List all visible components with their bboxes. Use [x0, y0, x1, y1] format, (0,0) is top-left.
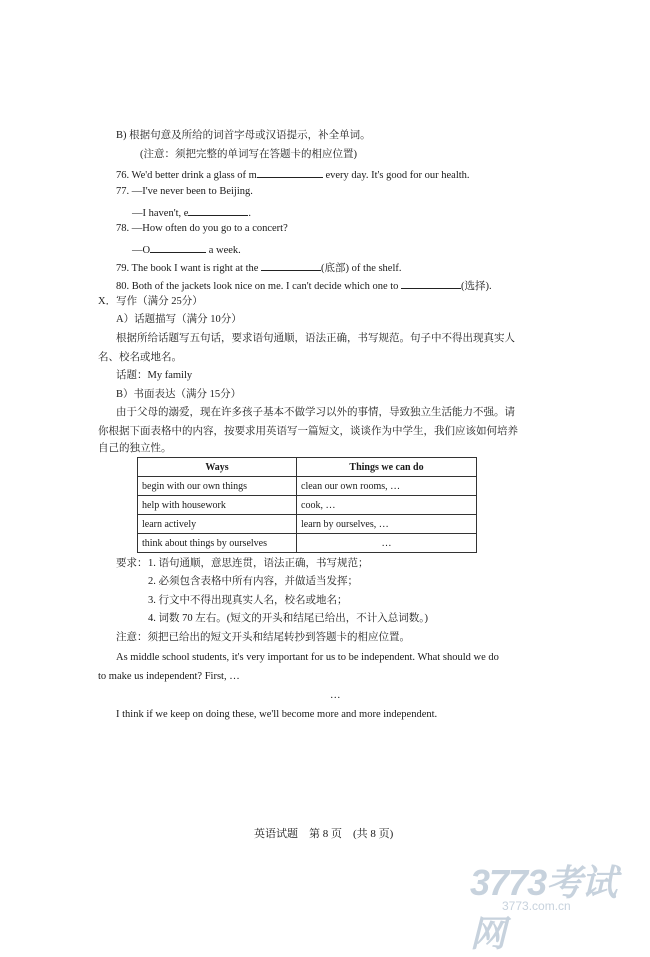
- writing-part-b: B）书面表达（满分 15分）: [116, 389, 242, 400]
- q79-post: (底部) of the shelf.: [321, 263, 402, 274]
- question-79: [116, 259, 402, 276]
- q78-pre: —O: [132, 245, 151, 256]
- q77-pre: —I haven't, e: [132, 208, 189, 219]
- requirement-item: 2. 必须包含表格中所有内容，并做适当发挥；: [148, 576, 358, 587]
- q78-blank[interactable]: [150, 241, 206, 253]
- q76-pre: 76. We'd better drink a glass of m: [116, 170, 257, 181]
- q79-pre: 79. The book I want is right at the: [116, 263, 262, 274]
- requirements-label: 要求：: [116, 558, 148, 569]
- table-cell: cook, …: [297, 496, 477, 515]
- question-80: [116, 277, 492, 294]
- writing-instr-b-1: 由于父母的溺爱，现在许多孩子基本不做学习以外的事情，导致独立生活能力不强。请: [116, 407, 515, 418]
- question-76: [116, 166, 470, 183]
- writing-instr-b-2: 你根据下面表格中的内容，按要求用英语写一篇短文，谈谈作为中学生，我们应该如何培养: [98, 426, 518, 437]
- q80-blank[interactable]: [401, 277, 461, 289]
- watermark-text: 3773考试网: [470, 862, 617, 954]
- writing-heading: X．写作（满分 25分）: [98, 296, 203, 307]
- table-cell: learn by ourselves, …: [297, 515, 477, 534]
- q78-line1: 78. —How often do you go to a concert?: [116, 223, 288, 234]
- essay-opening-2: to make us independent? First, …: [98, 671, 240, 682]
- requirement-item: 1. 语句通顺，意思连贯，语法正确，书写规范；: [148, 558, 369, 569]
- q80-post: (选择).: [461, 281, 492, 292]
- table-cell: think about things by ourselves: [138, 534, 297, 553]
- table-header-row: [138, 458, 477, 477]
- essay-ellipsis: …: [330, 690, 341, 701]
- header-things: Things we can do: [297, 458, 477, 477]
- q80-pre: 80. Both of the jackets look nice on me. I can't decide which one to: [116, 281, 402, 292]
- writing-instr-a-1: 根据所给话题写五句话，要求语句通顺，语法正确，书写规范。句子中不得出现真实人: [116, 333, 515, 344]
- q76-blank[interactable]: [257, 166, 323, 178]
- writing-instr-a-2: 名、校名或地名。: [98, 352, 182, 363]
- q77-line1: 77. —I've never been to Beijing.: [116, 186, 253, 197]
- requirements-note: 注意：须把已给出的短文开头和结尾转抄到答题卡的相应位置。: [116, 632, 410, 643]
- header-ways: Ways: [138, 458, 297, 477]
- q77-blank[interactable]: [188, 204, 248, 216]
- question-78: [132, 241, 241, 258]
- writing-instr-b-3: 自己的独立性。: [98, 443, 172, 454]
- essay-closing: I think if we keep on doing these, we'll become more and more independent.: [116, 709, 438, 720]
- table-row: [138, 515, 477, 534]
- writing-topic: 话题：My family: [116, 370, 193, 381]
- q76-post: every day. It's good for our health.: [322, 170, 470, 181]
- table-cell: begin with our own things: [138, 477, 297, 496]
- q78-post: a week.: [206, 245, 241, 256]
- ways-table: [137, 457, 477, 553]
- essay-opening-1: As middle school students, it's very important for us to be independent. What should we do: [116, 652, 499, 663]
- table-row: [138, 496, 477, 515]
- table-cell: learn actively: [138, 515, 297, 534]
- table-cell: help with housework: [138, 496, 297, 515]
- watermark-url: 3773.com.cn: [502, 899, 571, 913]
- table-cell: clean our own rooms, …: [297, 477, 477, 496]
- q79-blank[interactable]: [261, 259, 321, 271]
- requirement-item: 3. 行文中不得出现真实人名，校名或地名；: [148, 595, 348, 606]
- table-row: [138, 534, 477, 553]
- question-77: [132, 204, 251, 221]
- writing-part-a: A）话题描写（满分 10分）: [116, 314, 242, 325]
- table-cell: …: [297, 534, 477, 553]
- watermark-logo: [470, 855, 645, 954]
- table-row: [138, 477, 477, 496]
- section-b-title: B) 根据句意及所给的词首字母或汉语提示，补全单词。: [116, 130, 371, 141]
- page-footer: 英语试题 第 8 页 (共 8 页): [254, 828, 394, 840]
- section-b-note: (注意：须把完整的单词写在答题卡的相应位置): [140, 149, 357, 160]
- q77-post: .: [248, 208, 252, 219]
- requirement-item: 4. 词数 70 左右。(短文的开头和结尾已给出，不计入总词数。): [148, 613, 428, 624]
